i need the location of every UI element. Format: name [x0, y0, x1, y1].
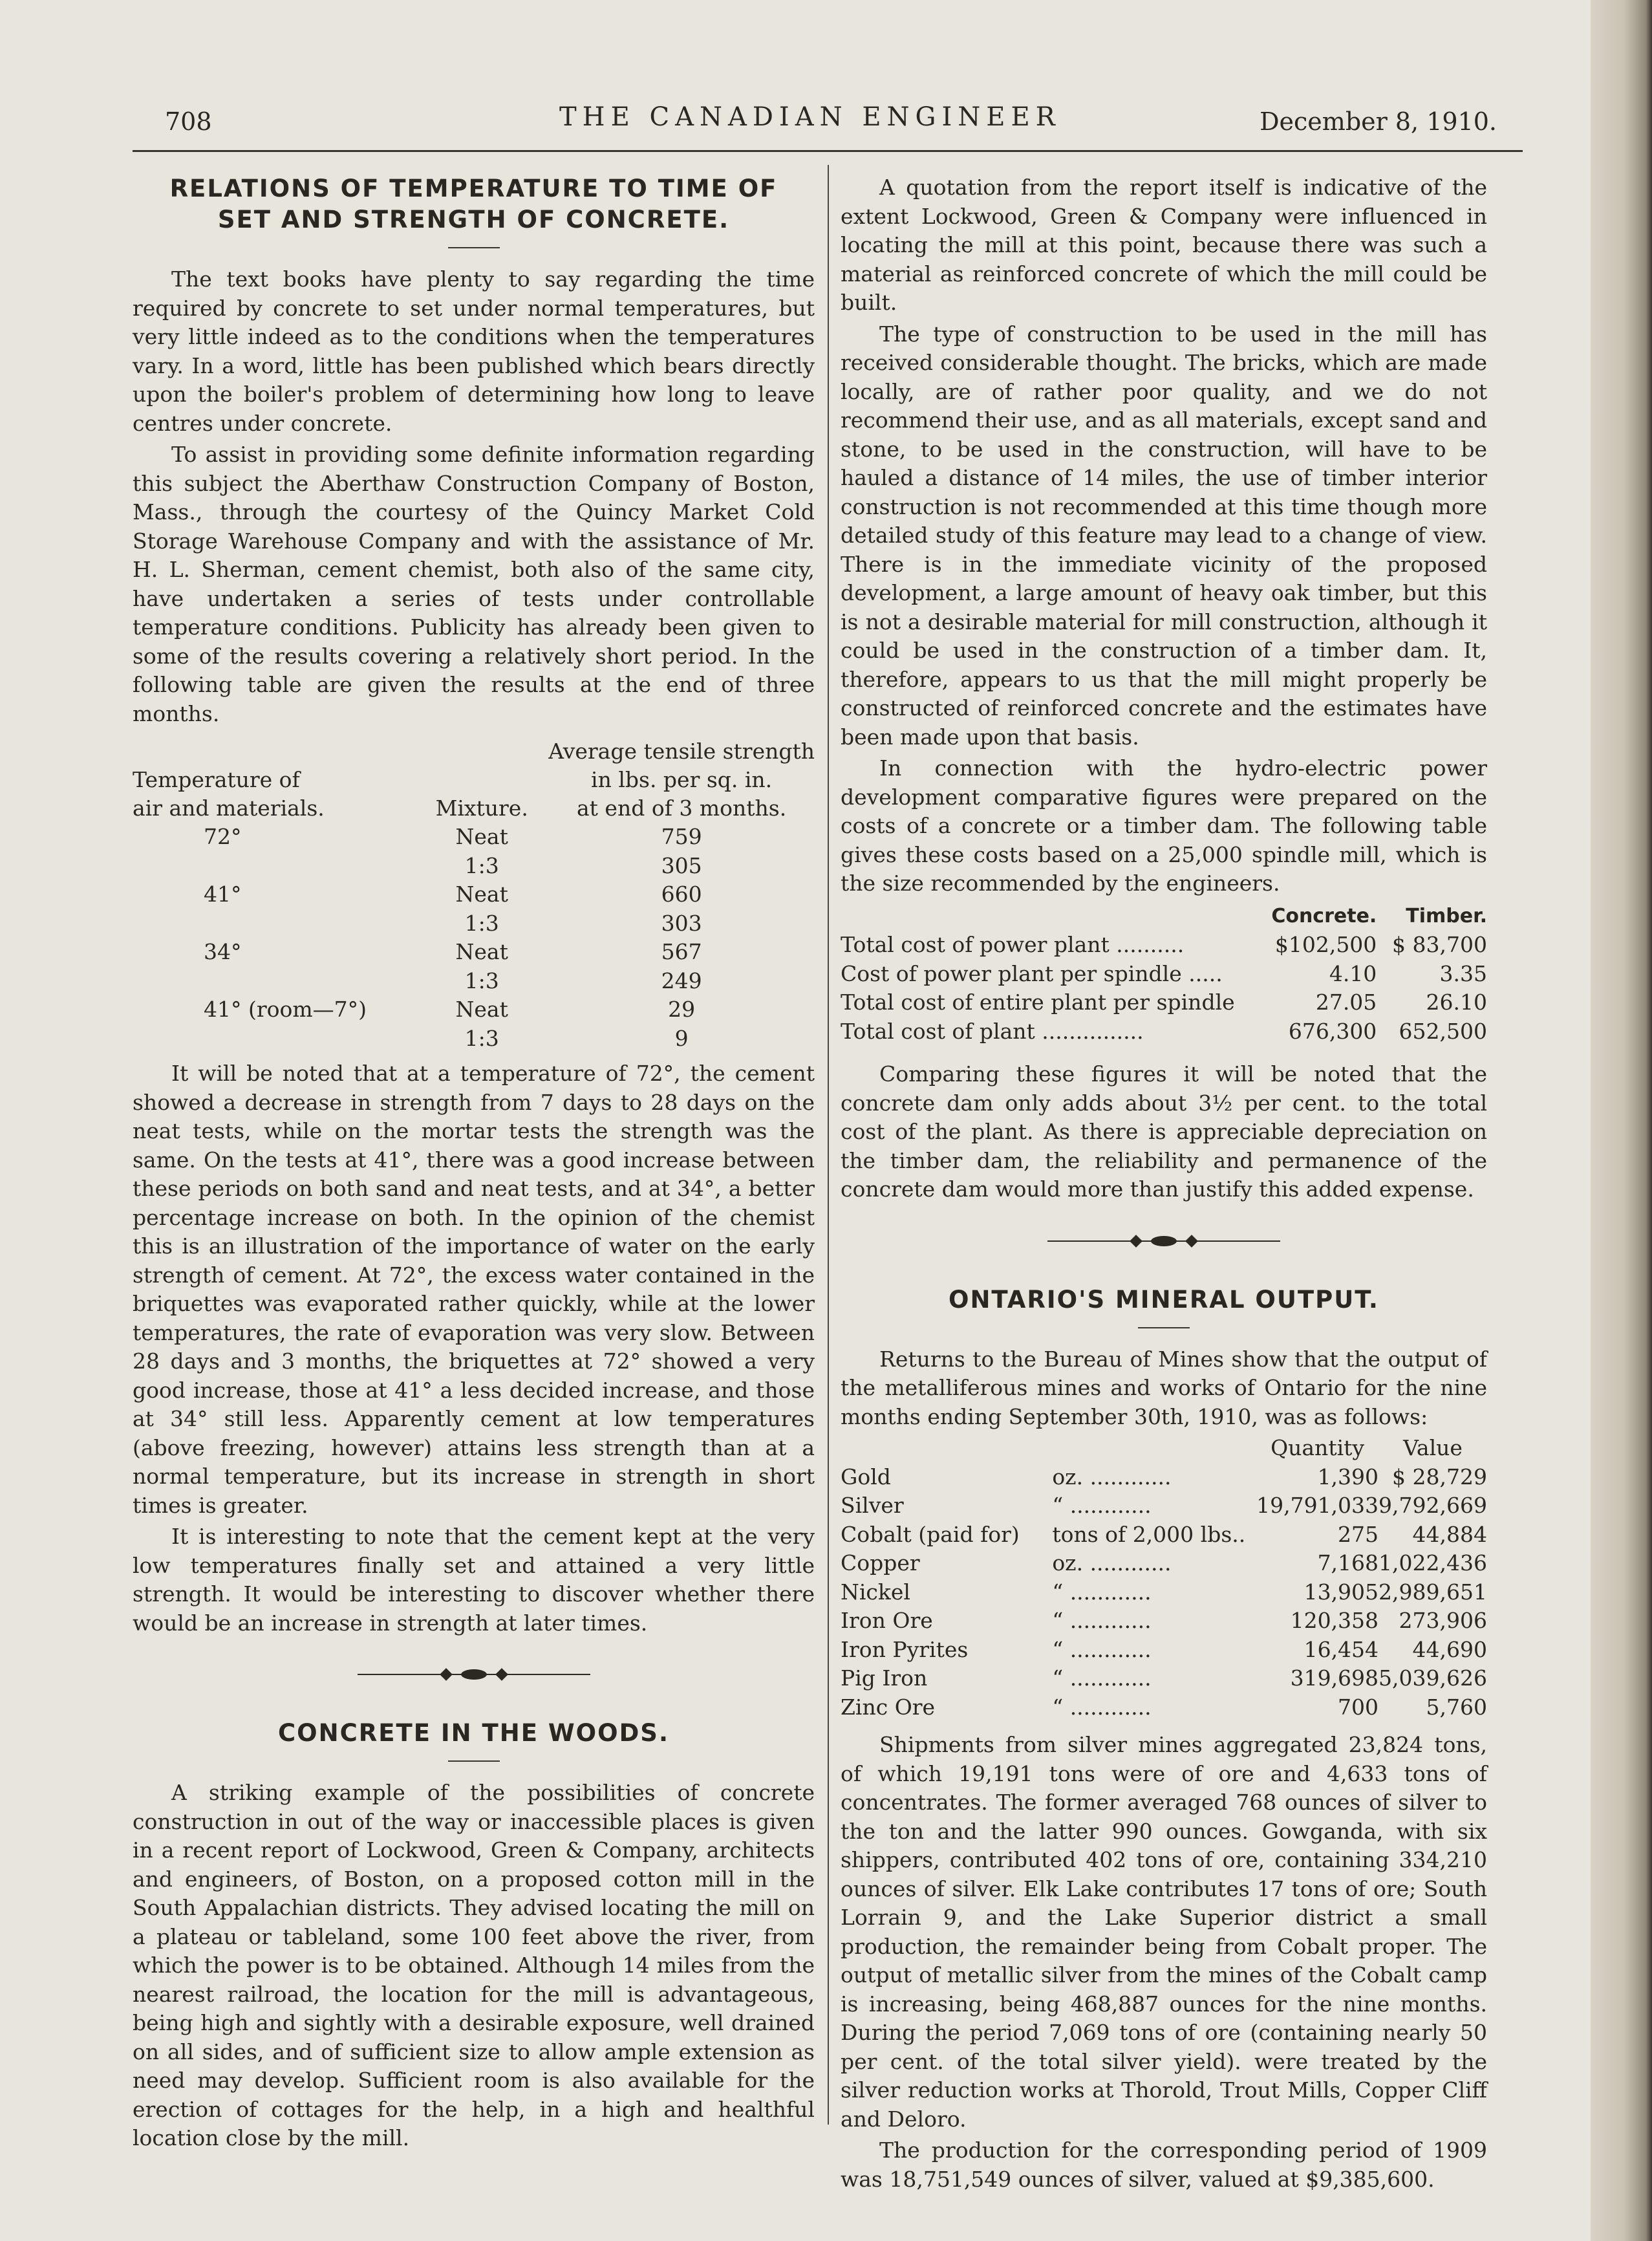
table-row: Iron Ore “ ............ 120,358 273,906 [841, 1608, 1487, 1633]
value-header: Value [1403, 1435, 1463, 1460]
article1-paragraph: It is interesting to note that the cement kept at the very low temperatures finally set and attained a very little strength. It would be interesting to discover whether there would be an increase in strength at later times. [133, 1524, 815, 1636]
temperature-table [133, 737, 815, 1053]
article1-title [133, 173, 815, 235]
timber-header: Timber. [1406, 904, 1487, 927]
article2-paragraph: A striking example of the possibilities of concrete construction in out of the way or inaccessible places is given in a recent report of Lockwood, Green & Company, architects and engineers, of Boston, on a proposed cotton mill in the South Appalachian districts. They advised locating the mill on a plateau or tableland, some 100 feet above the river, from which the power is to be obtained. Although 14 miles from the nearest railroad, the location for the mill is advantageous, being high and sightly with a desirable exposure, well drained on all sides, and of sufficient size to allow ample extension as need may develop. Sufficient room is also available for the erection of cottages for the help, in a high and healthful location close by the mill. [133, 1780, 815, 2150]
column-divider [828, 165, 829, 2125]
strength-header-line2: in lbs. per sq. in. [591, 767, 773, 792]
article2-title: CONCRETE IN THE WOODS. [278, 1719, 669, 1747]
concrete-header: Concrete. [1271, 904, 1377, 927]
table-row: Total cost of plant ............... 676,300 652,500 [841, 1018, 1487, 1044]
table-row: Pig Iron “ ............ 319,698 5,039,626 [841, 1665, 1487, 1691]
article1-paragraph: To assist in providing some definite information regarding this subject the Aberthaw Construction Company of Boston, Mass., through the courtesy of the Quincy Market Cold Storage Warehouse Company and with the assistance of Mr. H. L. Sherman, cement chemist, both also of the same city, have undertaken a series of tests under controllable temperature conditions. Publicity has already been given to some of the results covering a relatively short period. In the following table are given the results at the end of three months. [133, 442, 815, 726]
title-rule [448, 1760, 500, 1762]
mineral-table [841, 1434, 1487, 1722]
page-edge-shadow [1591, 0, 1652, 2241]
mixture-header: Mixture. [435, 796, 528, 821]
table-row: 34° Neat 567 [204, 939, 702, 964]
table-row: Silver “ ............ 19,791,033 9,792,669 [841, 1493, 1487, 1518]
article2-closing: Comparing these figures it will be noted that the concrete dam only adds about 3½ per cent. to the total cost of the plant. As there is appreciable depreciation on the timber dam, the reliability and permanence of the concrete dam would more than justify this added expense. [841, 1061, 1487, 1202]
article2-paragraph: In connection with the hydro-electric power development comparative figures were prepared on the costs of a concrete or a timber dam. The following table gives these costs based on a 25,000 spindle mill, which is the size recommended by the engineers. [841, 755, 1487, 896]
table-row: Zinc Ore “ ............ 700 5,760 [841, 1694, 1487, 1720]
table-row: Cobalt (paid for) tons of 2,000 lbs.. 275 44,884 [841, 1521, 1487, 1547]
article2-paragraph: The type of construction to be used in the mill has received considerable thought. The bricks, which are made locally, are of rather poor quality, and we do not recommend their use, and as all materials, except sand and stone, to be used in the construction, will have to be hauled a distance of 14 miles, the use of timber interior construction is not recommended at this time though more detailed study of this feature may lead to a change of view. There is in the immediate vicinity of the proposed development, a large amount of heavy oak timber, but this is not a desirable material for mill construction, although it could be used in the construction of a timber dam. It, therefore, appears to us that the mill might properly be constructed of reinforced concrete and the estimates have been made upon that basis. [841, 321, 1487, 750]
page-number: 708 [165, 107, 212, 136]
section-ornament [358, 1663, 590, 1685]
article1-paragraph: It will be noted that at a temperature of 72°, the cement showed a decrease in strength from 7 days to 28 days on the neat tests, while on the mortar tests the strength was the same. On the tests at 41°, there was a good increase between these periods on both sand and neat tests, and at 34°, a better percentage increase on both. In the opinion of the chemist this is an illustration of the importance of water on the early strength of cement. At 72°, the excess water contained in the briquettes was evaporated rather quickly, while at the lower temperatures, the rate of evaporation was very slow. Between 28 days and 3 months, the briquettes at 72° showed a very good increase, those at 41° a less decided increase, and those at 34° still less. Apparently cement at low temperatures (above freezing, however) attains less strength than at a normal temperature, but its increase in strength in short times is greater. [133, 1061, 815, 1518]
page-header [165, 102, 1497, 141]
article1-paragraph: The text books have plenty to say regarding the time required by concrete to set under normal temperatures, but very little indeed as to the conditions when the temperatures vary. In a word, little has been published which bears directly upon the boiler's problem of determining how long to leave centres under concrete. [133, 266, 815, 436]
table-row: Cost of power plant per spindle ..... 4.10 3.35 [841, 960, 1487, 986]
journal-title: THE CANADIAN ENGINEER [559, 102, 1061, 132]
left-column [133, 173, 815, 2153]
strength-header-line3: at end of 3 months. [577, 796, 787, 821]
cost-table [841, 902, 1487, 1046]
table-row: Iron Pyrites “ ............ 16,454 44,690 [841, 1636, 1487, 1662]
article3-intro: Returns to the Bureau of Mines show that the output of the metalliferous mines and works of Ontario for the nine months ending September 30th, 1910, was as follows: [841, 1346, 1487, 1429]
table-row: Copper oz. ............ 7,168 1,022,436 [841, 1550, 1487, 1575]
article1-title-line2: SET AND STRENGTH OF CONCRETE. [217, 206, 730, 233]
quantity-header: Quantity [1271, 1435, 1365, 1460]
table-row: 1:3 9 [464, 1025, 689, 1051]
temp-header-line1: Temperature of [133, 767, 300, 792]
title-rule [1138, 1327, 1190, 1328]
table-row: Gold oz. ............ 1,390 $ 28,729 [841, 1464, 1487, 1489]
table-row: Total cost of power plant .......... $102,500 $ 83,700 [841, 932, 1487, 957]
right-column [841, 173, 1487, 2194]
article2-paragraph: A quotation from the report itself is indicative of the extent Lockwood, Green & Company were influenced in locating the mill at this point, because there was such a material as reinforced concrete of which the mill could be built. [841, 175, 1487, 315]
temp-header-line2: air and materials. [133, 796, 325, 821]
table-row: 1:3 249 [464, 968, 702, 993]
header-rule [133, 150, 1523, 152]
issue-date: December 8, 1910. [1260, 107, 1497, 136]
article1-title-line1: RELATIONS OF TEMPERATURE TO TIME OF [169, 175, 778, 202]
article3-paragraph: Shipments from silver mines aggregated 23,824 tons, of which 19,191 tons were of ore and 4,633 tons of concentrates. The former averaged 768 ounces of silver to the ton and the latter 990 ounces. Gowganda, with six shippers, contributed 402 tons of ore, containing 334,210 ounces of silver. Elk Lake contributes 17 tons of ore; South Lorrain 9, and the Lake Superior district a small production, the remainder being from Cobalt proper. The output of metallic silver from the mines of the Cobalt camp is increasing, being 468,887 ounces for the nine months. During the period 7,069 tons of ore (containing nearly 50 per cent. of the total silver yield). were treated by the silver reduction works at Thorold, Trout Mills, Copper Cliff and Deloro. [841, 1732, 1487, 2132]
table-row: 41° Neat 660 [204, 882, 702, 907]
table-row: Total cost of entire plant per spindle 27.05 26.10 [841, 990, 1487, 1015]
article3-paragraph: The production for the corresponding period of 1909 was 18,751,549 ounces of silver, valued at $9,385,600. [841, 2138, 1487, 2192]
table-row: Nickel “ ............ 13,905 2,989,651 [841, 1579, 1487, 1605]
section-ornament [1047, 1230, 1280, 1252]
article3-title: ONTARIO'S MINERAL OUTPUT. [949, 1285, 1379, 1314]
table-row: 1:3 303 [464, 910, 702, 936]
table-row: 41° (room—7°) Neat 29 [204, 997, 696, 1022]
strength-header-line1: Average tensile strength [548, 739, 815, 764]
table-row: 1:3 305 [464, 852, 702, 878]
title-rule [448, 247, 500, 248]
table-row: 72° Neat 759 [204, 824, 702, 849]
